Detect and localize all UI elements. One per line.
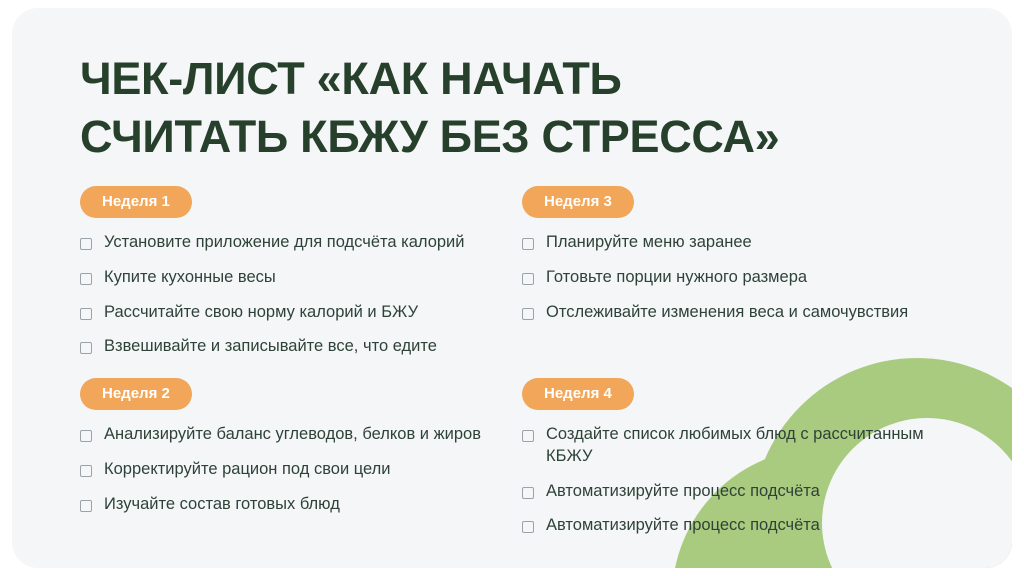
list-item[interactable] (80, 302, 510, 324)
page-title-line-1: ЧЕК-ЛИСТ «КАК НАЧАТЬ (80, 53, 622, 104)
checklist-block-week-4 (522, 378, 952, 550)
list-item[interactable] (522, 481, 952, 503)
checklist-items-week-2 (80, 424, 510, 515)
list-item[interactable] (80, 494, 510, 516)
list-item[interactable] (522, 232, 952, 254)
badge-week-3: Неделя 3 (522, 186, 634, 218)
list-item-label: Автоматизируйте процесс подсчёта (546, 516, 820, 535)
checkbox-icon[interactable] (80, 465, 92, 477)
page-title (80, 50, 980, 165)
list-item[interactable] (522, 267, 952, 289)
list-item[interactable] (80, 459, 510, 481)
list-item[interactable] (80, 336, 510, 358)
list-item[interactable] (80, 424, 510, 446)
checkbox-icon[interactable] (80, 500, 92, 512)
list-item-label: Готовьте порции нужного размера (546, 267, 808, 286)
checkbox-icon[interactable] (80, 342, 92, 354)
list-item-label: Изучайте состав готовых блюд (104, 494, 340, 513)
list-item-label: Автоматизируйте процесс подсчёта (546, 481, 820, 500)
list-item-label: Отслеживайте изменения веса и самочувствия (546, 302, 909, 321)
badge-week-1: Неделя 1 (80, 186, 192, 218)
list-item-label: Установите приложение для подсчёта калорий (104, 233, 465, 251)
list-item[interactable] (522, 302, 952, 324)
checklist-items-week-4 (522, 424, 952, 537)
checkbox-icon[interactable] (522, 273, 534, 285)
checkbox-icon[interactable] (522, 238, 534, 250)
list-item-label: Создайте список любимых блюд с рассчитанным КБЖУ (546, 425, 924, 465)
checkbox-icon[interactable] (80, 430, 92, 442)
list-item[interactable] (80, 267, 510, 289)
list-item[interactable] (80, 232, 510, 254)
list-item-label: Купите кухонные весы (104, 267, 276, 286)
checkbox-icon[interactable] (80, 308, 92, 320)
list-item-label: Корректируйте рацион под свои цели (104, 459, 391, 478)
list-item[interactable] (522, 424, 952, 468)
checkbox-icon[interactable] (80, 273, 92, 285)
list-item[interactable] (522, 515, 952, 537)
checkbox-icon[interactable] (522, 430, 534, 442)
list-item-label: Рассчитайте свою норму калорий и БЖУ (104, 302, 419, 321)
checklist-items-week-1 (80, 232, 510, 358)
checkbox-icon[interactable] (522, 521, 534, 533)
checklist-block-week-1 (80, 186, 510, 371)
checklist-items-week-3 (522, 232, 952, 323)
page-title-line-2: СЧИТАТЬ КБЖУ БЕЗ СТРЕССА» (80, 110, 780, 162)
checklist-block-week-2 (80, 378, 510, 528)
checkbox-icon[interactable] (80, 238, 92, 250)
slide-card (12, 8, 1012, 568)
list-item-label: Планируйте меню заранее (546, 233, 752, 251)
checkbox-icon[interactable] (522, 308, 534, 320)
list-item-label: Анализируйте баланс углеводов, белков и жиров (104, 425, 481, 443)
badge-week-4: Неделя 4 (522, 378, 634, 410)
list-item-label: Взвешивайте и записывайте все, что едите (104, 337, 437, 356)
checkbox-icon[interactable] (522, 487, 534, 499)
badge-week-2: Неделя 2 (80, 378, 192, 410)
checklist-block-week-3 (522, 186, 952, 336)
